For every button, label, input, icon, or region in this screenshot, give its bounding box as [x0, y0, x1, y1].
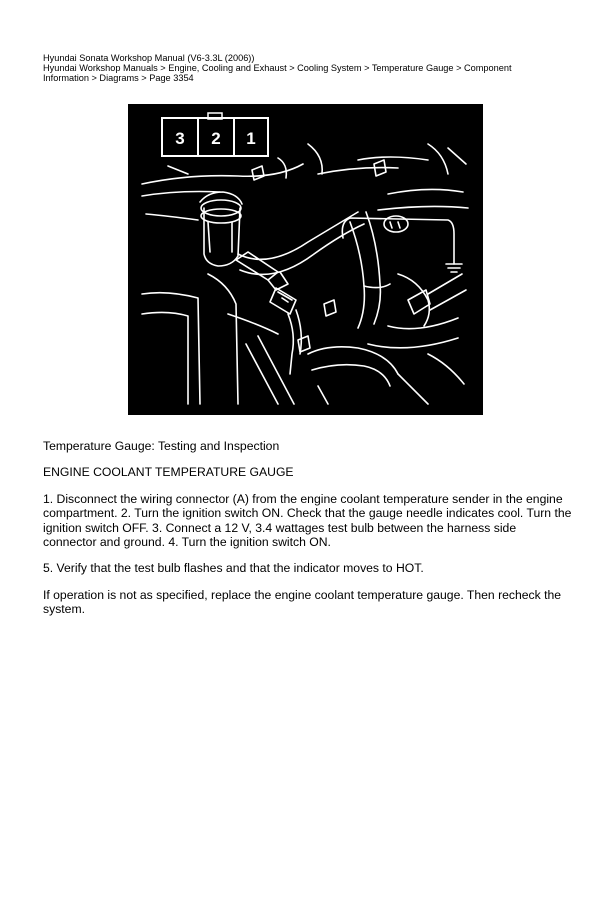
engine-diagram [128, 104, 483, 415]
section-title: Temperature Gauge: Testing and Inspection [43, 439, 280, 453]
instruction-paragraph-2: 5. Verify that the test bulb flashes and that the indicator moves to HOT. [43, 561, 424, 576]
engine-diagram-drawing [128, 104, 483, 415]
page-header [43, 53, 563, 83]
breadcrumb-continued: Information > Diagrams > Page 3354 [43, 73, 194, 83]
engine-line-art [142, 144, 468, 404]
breadcrumb: Hyundai Workshop Manuals > Engine, Cooling and Exhaust > Cooling System > Temperature Gauge > Component [43, 63, 512, 73]
connector-pin-2: 2 [211, 129, 221, 148]
article-body [43, 439, 573, 629]
subheading: ENGINE COOLANT TEMPERATURE GAUGE [43, 465, 294, 480]
connector-pin-1: 1 [246, 129, 256, 148]
instruction-paragraph-3: If operation is not as specified, replace the engine coolant temperature gauge. Then recheck the system. [43, 587, 562, 617]
connector-pin-3: 3 [175, 129, 185, 148]
manual-title: Hyundai Sonata Workshop Manual (V6-3.3L (2006)) [43, 53, 255, 63]
instruction-paragraph-1: 1. Disconnect the wiring connector (A) from the engine coolant temperature sender in the engine compartment. 2. Turn the ignition switch ON. Check that the gauge needle indicates cool. Turn the ignition switch OFF. 3. Connect a 12 V, 3.4 wattages test bulb between the harness side connector and ground. 4. Turn the ignition switch ON. [43, 491, 572, 550]
